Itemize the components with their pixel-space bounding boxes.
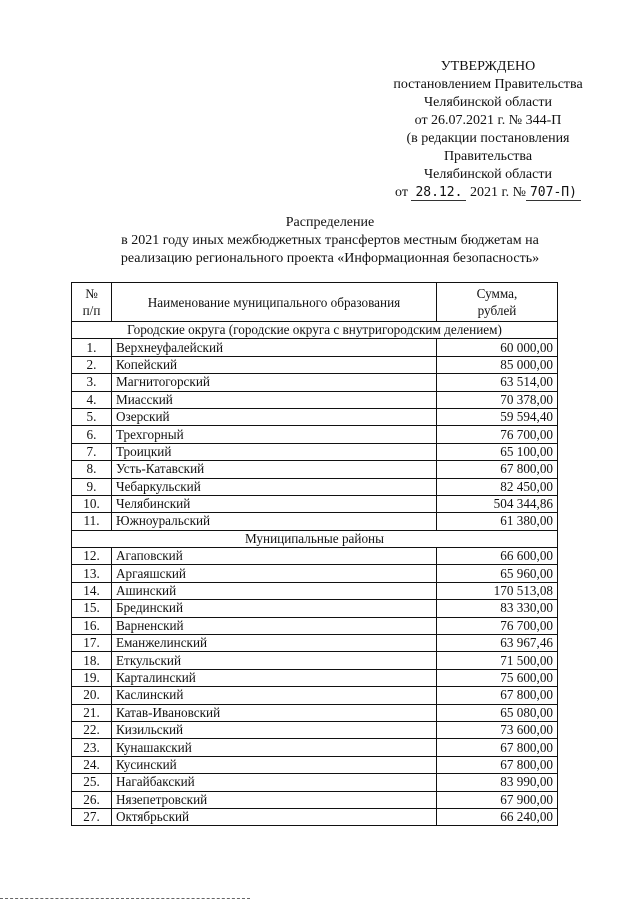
row-name: Чебаркульский [112,478,437,495]
row-name: Брединский [112,600,437,617]
table-row [72,461,558,478]
title-line: реализацию регионального проекта «Информационная безопасность» [120,251,540,266]
table-row [72,374,558,391]
header-name: Наименование муниципального образования [112,283,437,322]
row-sum: 83 330,00 [437,600,558,617]
section-title: Муниципальные районы [72,530,558,547]
table-row [72,339,558,356]
row-number: 12. [72,548,112,565]
row-number: 10. [72,495,112,512]
row-number: 8. [72,461,112,478]
table-row [72,582,558,599]
row-number: 4. [72,391,112,408]
row-number: 26. [72,791,112,808]
document-title [60,214,600,268]
row-name: Нагайбакский [112,774,437,791]
row-name: Миасский [112,391,437,408]
row-sum: 65 100,00 [437,443,558,460]
row-sum: 67 800,00 [437,756,558,773]
row-number: 11. [72,513,112,530]
table-row [72,687,558,704]
row-number: 13. [72,565,112,582]
row-sum: 170 513,08 [437,582,558,599]
row-number: 5. [72,408,112,425]
row-name: Челябинский [112,495,437,512]
section-title: Городские округа (городские округа с внутригородским делением) [72,322,558,339]
row-name: Верхнеуфалейский [112,339,437,356]
footer-rule [0,898,250,899]
row-name: Кунашакский [112,739,437,756]
row-sum: 66 240,00 [437,808,558,825]
approval-block [368,58,608,202]
approval-last-prefix: от [395,185,408,200]
distribution-table [71,282,558,826]
row-sum: 76 700,00 [437,426,558,443]
section-row [72,322,558,339]
section-row [72,530,558,547]
row-name: Карталинский [112,669,437,686]
row-number: 22. [72,721,112,738]
table-row [72,652,558,669]
row-name: Ашинский [112,582,437,599]
approval-line: УТВЕРЖДЕНО [440,59,536,74]
row-number: 16. [72,617,112,634]
table-row [72,721,558,738]
row-number: 18. [72,652,112,669]
row-sum: 67 900,00 [437,791,558,808]
row-sum: 75 600,00 [437,669,558,686]
row-name: Октябрьский [112,808,437,825]
title-line: Распределение [285,215,375,230]
row-sum: 65 960,00 [437,565,558,582]
row-name: Еткульский [112,652,437,669]
row-name: Южноуральский [112,513,437,530]
row-name: Усть-Катавский [112,461,437,478]
row-number: 2. [72,356,112,373]
row-number: 24. [72,756,112,773]
approval-line: Челябинской области [424,167,552,182]
row-name: Катав-Ивановский [112,704,437,721]
row-name: Каслинский [112,687,437,704]
row-name: Агаповский [112,548,437,565]
row-sum: 82 450,00 [437,478,558,495]
row-sum: 67 800,00 [437,461,558,478]
approval-amendment-date-line [368,184,608,202]
row-name: Озерский [112,408,437,425]
row-number: 19. [72,669,112,686]
approval-line: постановлением Правительства [393,77,583,92]
table-row [72,513,558,530]
table-body [72,322,558,826]
row-name: Магнитогорский [112,374,437,391]
row-number: 3. [72,374,112,391]
table-row [72,617,558,634]
header-number: № п/п [72,283,112,322]
row-sum: 66 600,00 [437,548,558,565]
row-number: 21. [72,704,112,721]
table-row [72,408,558,425]
approval-line: Правительства [443,149,533,164]
approval-line: (в редакции постановления [406,131,570,146]
table-row [72,391,558,408]
table-row [72,808,558,825]
row-number: 15. [72,600,112,617]
row-number: 25. [72,774,112,791]
row-number: 1. [72,339,112,356]
row-sum: 61 380,00 [437,513,558,530]
row-sum: 73 600,00 [437,721,558,738]
table-row [72,756,558,773]
row-sum: 67 800,00 [437,687,558,704]
table-row [72,356,558,373]
table-row [72,478,558,495]
row-sum: 83 990,00 [437,774,558,791]
table-row [72,791,558,808]
row-sum: 65 080,00 [437,704,558,721]
table-row [72,426,558,443]
row-sum: 63 967,46 [437,635,558,652]
table-row [72,495,558,512]
table-row [72,548,558,565]
row-sum: 85 000,00 [437,356,558,373]
table-row [72,704,558,721]
row-sum: 60 000,00 [437,339,558,356]
row-sum: 59 594,40 [437,408,558,425]
table-row [72,635,558,652]
row-number: 20. [72,687,112,704]
row-sum: 67 800,00 [437,739,558,756]
table-row [72,774,558,791]
table-header-row [72,283,558,322]
approval-last-number: 707-П) [526,185,581,201]
approval-line: Челябинской области [424,95,552,110]
row-name: Копейский [112,356,437,373]
approval-last-mid: 2021 г. № [469,185,526,200]
row-name: Нязепетровский [112,791,437,808]
approval-last-day: 28.12. [411,185,466,201]
table-row [72,739,558,756]
table-row [72,443,558,460]
row-name: Аргаяшский [112,565,437,582]
row-number: 7. [72,443,112,460]
row-name: Варненский [112,617,437,634]
row-number: 23. [72,739,112,756]
approval-line: от 26.07.2021 г. № 344-П [414,113,562,128]
row-sum: 76 700,00 [437,617,558,634]
row-name: Кусинский [112,756,437,773]
title-line: в 2021 году иных межбюджетных трансфертов местным бюджетам на [121,233,539,248]
row-sum: 70 378,00 [437,391,558,408]
row-number: 9. [72,478,112,495]
row-name: Кизильский [112,721,437,738]
row-sum: 504 344,86 [437,495,558,512]
row-number: 14. [72,582,112,599]
row-sum: 71 500,00 [437,652,558,669]
row-name: Троицкий [112,443,437,460]
row-number: 6. [72,426,112,443]
row-name: Трехгорный [112,426,437,443]
row-sum: 63 514,00 [437,374,558,391]
header-sum: Сумма, рублей [437,283,558,322]
table-row [72,600,558,617]
table-row [72,669,558,686]
row-name: Еманжелинский [112,635,437,652]
row-number: 27. [72,808,112,825]
row-number: 17. [72,635,112,652]
table-row [72,565,558,582]
